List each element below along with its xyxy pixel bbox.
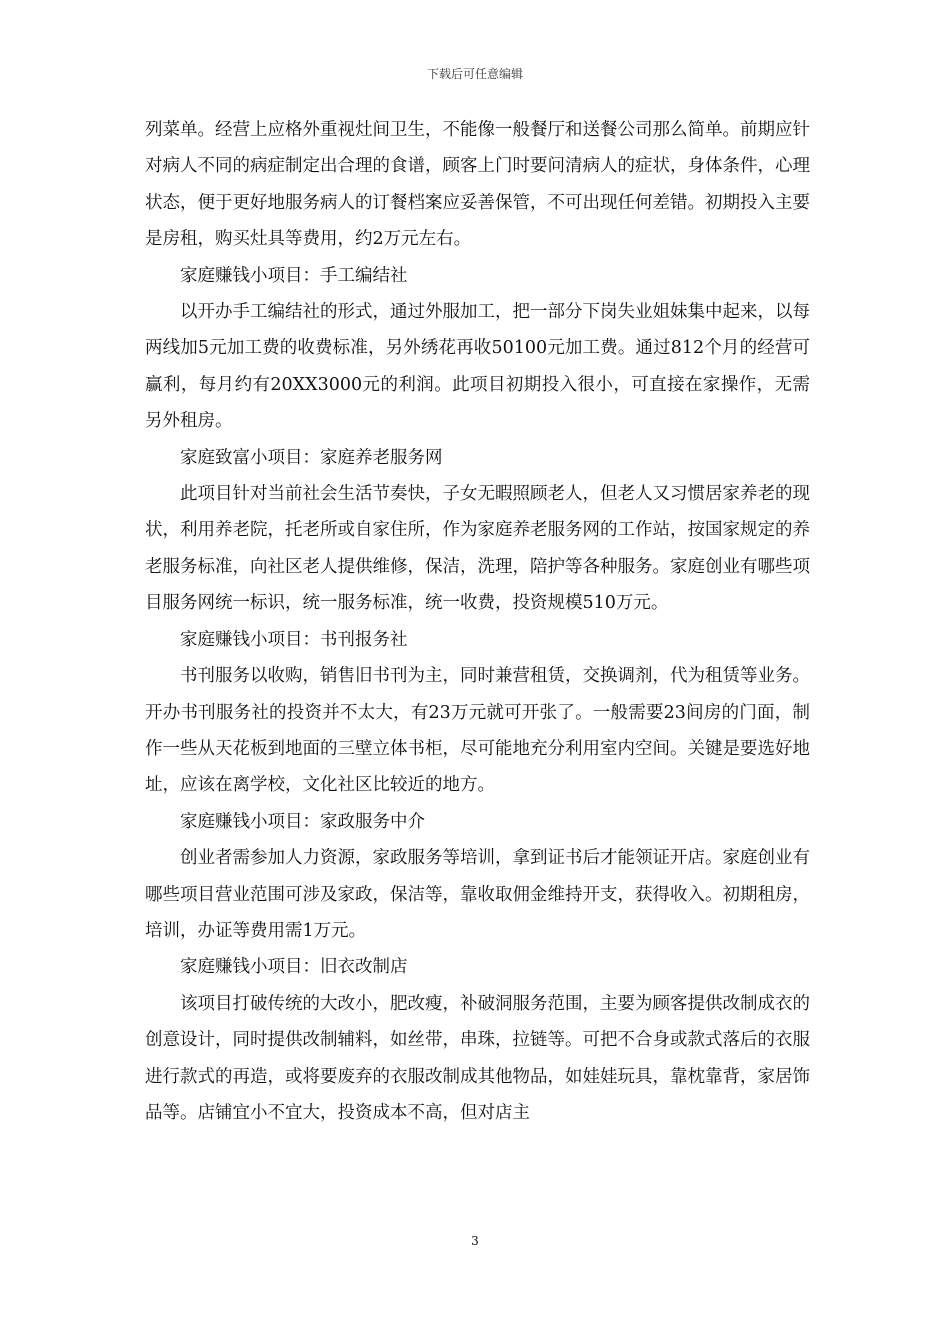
section-heading-housekeeping: 家庭赚钱小项目：家政服务中介 — [180, 811, 425, 832]
section-heading-handcraft: 家庭赚钱小项目：手工编结社 — [180, 265, 408, 286]
page-number: 3 — [471, 1234, 479, 1248]
paragraph-bookstore: 书刊服务以收购，销售旧书刊为主，同时兼营租赁，交换调剂，代为租赁等业务。开办书刊服务社的投资并不太大，有23万元就可开张了。一般需要23间房的门面，制作一些从天花板到地面的三壁立体书柜，尽可能地充分利用室内空间。关键是要选好地址，应该在离学校，文化社区比较近的地方。 — [145, 666, 810, 796]
paragraph-continued: 列菜单。经营上应格外重视灶间卫生，不能像一般餐厅和送餐公司那么简单。前期应针对病人不同的病症制定出合理的食谱，顾客上门时要问清病人的症状，身体条件，心理状态，便于更好地服务病人的订餐档案应妥善保管，不可出现任何差错。初期投入主要是房租，购买灶具等费用，约2万元左右。 — [145, 120, 810, 250]
paragraph-elderly-care: 此项目针对当前社会生活节奏快，子女无暇照顾老人，但老人又习惯居家养老的现状，利用养老院，托老所或自家住所，作为家庭养老服务网的工作站，按国家规定的养老服务标准，向社区老人提供维修，保洁，洗理，陪护等各种服务。家庭创业有哪些项目服务网统一标识，统一服务标准，统一收费，投资规模510万元。 — [145, 484, 810, 614]
paragraph-handcraft: 以开办手工编结社的形式，通过外服加工，把一部分下岗失业姐妹集中起来，以每两线加5元加工费的收费标准，另外绣花再收50100元加工费。通过812个月的经营可赢利，每月约有20XX3000元的利润。此项目初期投入很小，可直接在家操作，无需另外租房。 — [145, 302, 810, 432]
section-heading-clothing-remake: 家庭赚钱小项目：旧衣改制店 — [180, 957, 408, 978]
paragraph-clothing-remake: 该项目打破传统的大改小，肥改瘦，补破洞服务范围，主要为顾客提供改制成衣的创意设计，同时提供改制辅料，如丝带，串珠，拉链等。可把不合身或款式落后的衣服进行款式的再造，或将要废弃的衣服改制成其他物品，如娃娃玩具，靠枕靠背，家居饰品等。店铺宜小不宜大，投资成本不高，但对店主 — [145, 993, 810, 1123]
section-heading-bookstore: 家庭赚钱小项目：书刊报务社 — [180, 629, 408, 650]
section-heading-elderly-care: 家庭致富小项目：家庭养老服务网 — [180, 447, 443, 468]
document-body — [145, 112, 810, 1131]
paragraph-housekeeping: 创业者需参加人力资源，家政服务等培训，拿到证书后才能领证开店。家庭创业有哪些项目营业范围可涉及家政，保洁等，靠收取佣金维持开支，获得收入。初期租房，培训，办证等费用需1万元。 — [145, 848, 810, 941]
page-header: 下载后可任意编辑 — [426, 67, 523, 81]
